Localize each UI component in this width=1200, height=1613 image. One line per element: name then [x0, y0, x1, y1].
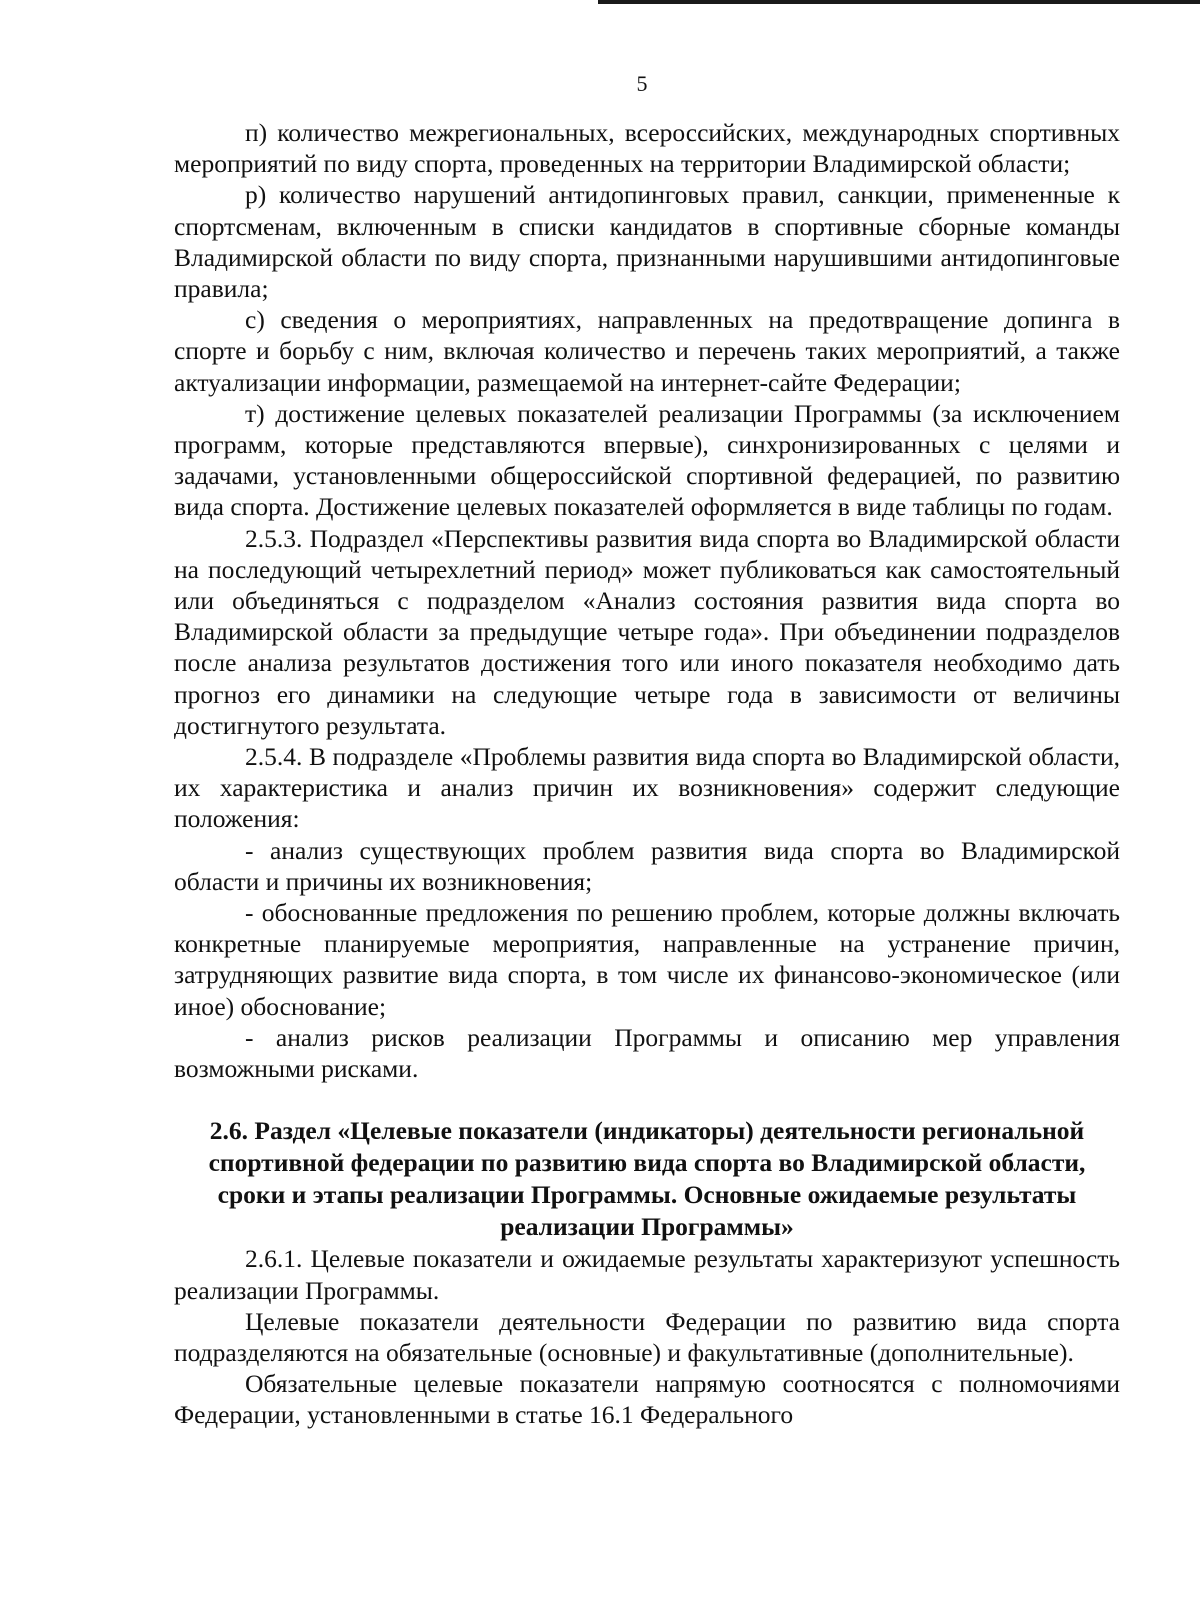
top-scan-rule [598, 0, 1200, 4]
document-body [174, 117, 1120, 1431]
list-item-proposals: - обоснованные предложения по решению проблем, которые должны включать конкретные планируемые мероприятия, направленные на устранение причин, затрудняющих развитие вида спорта, в том числе их финансово-экономическое (или иное) обоснование; [174, 898, 1120, 1021]
paragraph-2-5-4: 2.5.4. В подразделе «Проблемы развития вида спорта во Владимирской области, их характеристика и анализ причин их возникновения» содержит следующие положения: [174, 742, 1120, 834]
list-item-problems: - анализ существующих проблем развития вида спорта во Владимирской области и причины их возникновения; [174, 835, 1120, 896]
paragraph-2-6-1: 2.6.1. Целевые показатели и ожидаемые результаты характеризуют успешность реализации Программы. [174, 1244, 1120, 1305]
paragraph-mandatory-indicators: Обязательные целевые показатели напрямую соотносятся с полномочиями Федерации, установленными в статье 16.1 Федерального [174, 1369, 1120, 1430]
paragraph-t: т) достижение целевых показателей реализации Программы (за исключением программ, которые представляются впервые), синхронизированных с целями и задачами, установленными общероссийской спортивной федерацией, по развитию вида спорта. Достижение целевых показателей оформляется в виде таблицы по годам. [174, 398, 1120, 522]
paragraph-r: р) количество нарушений антидопинговых правил, санкции, примененные к спортсменам, включенным в списки кандидатов в спортивные сборные команды Владимирской области по виду спорта, признанными нарушившими антидопинговые правила; [174, 180, 1120, 304]
paragraph-s: с) сведения о мероприятиях, направленных на предотвращение допинга в спорте и борьбу с ним, включая количество и перечень таких мероприятий, а также актуализации информации, размещаемой на интернет-сайте Федерации; [174, 305, 1120, 397]
paragraph-indicators-types: Целевые показатели деятельности Федерации по развитию вида спорта подразделяются на обязательные (основные) и факультативные (дополнительные). [174, 1306, 1120, 1367]
paragraph-2-5-3: 2.5.3. Подраздел «Перспективы развития вида спорта во Владимирской области на последующий четырехлетний период» может публиковаться как самостоятельный или объединяться с подразделом «Анализ состояния развития вида спорта во Владимирской области за предыдущие четыре года». При объединении подразделов после анализа результатов достижения того или иного показателя необходимо дать прогноз его динамики на следующие четыре года в зависимости от величины достигнутого результата. [174, 523, 1120, 740]
section-heading-2-6: 2.6. Раздел «Целевые показатели (индикаторы) деятельности региональной спортивной федерации по развитию вида спорта во Владимирской области, сроки и этапы реализации Программы. Основные ожидаемые результаты реализации Программы» [208, 1116, 1086, 1242]
page-number: 5 [636, 71, 648, 96]
list-item-risks: - анализ рисков реализации Программы и описанию мер управления возможными рисками. [174, 1022, 1120, 1084]
paragraph-p: п) количество межрегиональных, всероссийских, международных спортивных мероприятий по виду спорта, проведенных на территории Владимирской области; [174, 118, 1120, 179]
